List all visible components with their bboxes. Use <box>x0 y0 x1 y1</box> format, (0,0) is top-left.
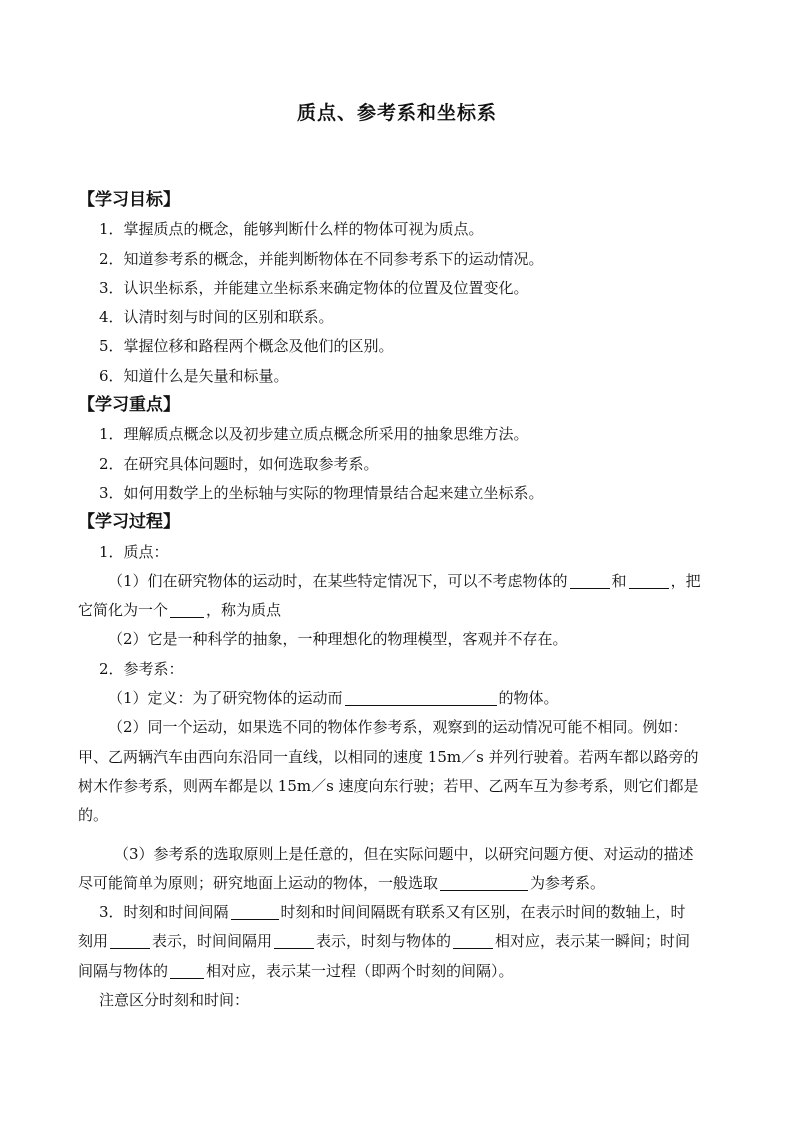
fill-blank[interactable] <box>345 688 497 706</box>
fill-blank[interactable] <box>274 931 314 949</box>
objective-item: 5．掌握位移和路程两个概念及他们的区别。 <box>99 337 394 356</box>
objective-item: 1．掌握质点的概念，能够判断什么样的物体可视为质点。 <box>99 220 484 239</box>
fill-blank[interactable] <box>170 600 204 618</box>
text-run: 为参考系。 <box>530 873 606 892</box>
section-title-reference-frame: 2．参考系： <box>99 659 184 678</box>
document-title: 质点、参考系和坐标系 <box>296 102 497 124</box>
reference-paragraph-2-line-3: 树木作参考系，则两车都是以 15m／s 速度向东行驶；若甲、乙两车互为参考系，则它们都是 <box>78 776 699 795</box>
fill-blank[interactable] <box>570 571 610 589</box>
objectives-heading: 【学习目标】 <box>78 190 180 210</box>
text-run: 尽可能简单为原则；研究地面上运动的物体，一般选取 <box>78 873 439 892</box>
text-run: 表示，时刻与物体的 <box>316 932 452 951</box>
time-note: 注意区分时刻和时间： <box>99 991 250 1010</box>
text-run: （1）定义：为了研究物体的运动而 <box>108 689 343 708</box>
fill-blank[interactable] <box>231 902 279 920</box>
fill-blank[interactable] <box>440 873 528 891</box>
time-section-line-3 <box>78 957 724 986</box>
reference-paragraph-2-line-1: （2）同一个运动，如果选不同的物体作参考系，观察到的运动情况可能不相同。例如： <box>108 718 688 737</box>
key-point-item: 2．在研究具体问题时，如何选取参考系。 <box>99 454 379 473</box>
text-run: 相对应，表示某一瞬间；时间 <box>495 932 691 951</box>
reference-paragraph-3-line-2 <box>78 869 724 898</box>
text-run: 时刻和时间间隔既有联系又有区别，在表示时间的数轴上，时 <box>280 903 686 922</box>
fill-blank[interactable] <box>629 571 669 589</box>
time-section-line-1 <box>78 898 724 927</box>
text-run: （1）们在研究物体的运动时，在某些特定情况下，可以不考虑物体的 <box>108 571 568 590</box>
reference-paragraph-3-line-1: （3）参考系的选取原则上是任意的，但在实际问题中，以研究问题方便、对运动的描述 <box>114 844 694 863</box>
time-section-line-2 <box>78 927 724 956</box>
fill-blank[interactable] <box>110 931 150 949</box>
text-run: 的物体。 <box>498 689 559 708</box>
text-run: 相对应，表示某一过程（即两个时刻的间隔）。 <box>206 961 514 980</box>
reference-paragraph-2-line-2: 甲、乙两辆汽车由西向东沿同一直线，以相同的速度 15m／s 并列行驶着。若两车都以路旁的 <box>78 747 699 766</box>
reference-definition <box>78 684 724 713</box>
reference-paragraph-2-line-4: 的。 <box>78 806 109 825</box>
document-content <box>78 186 724 1015</box>
section-title-particle: 1．质点： <box>99 542 169 561</box>
text-run: ，把 <box>670 571 701 590</box>
key-point-item: 1．理解质点概念以及初步建立质点概念所采用的抽象思维方法。 <box>99 425 529 444</box>
fill-blank[interactable] <box>453 931 493 949</box>
objective-item: 4．认清时刻与时间的区别和联系。 <box>99 308 334 327</box>
objective-item: 3．认识坐标系，并能建立坐标系来确定物体的位置及位置变化。 <box>99 278 529 297</box>
text-run: 它简化为一个 <box>78 601 169 620</box>
particle-paragraph-1-line-2 <box>78 596 724 625</box>
text-run: 和 <box>611 571 627 590</box>
text-run: 表示，时间间隔用 <box>152 932 273 951</box>
key-points-heading: 【学习重点】 <box>78 395 180 416</box>
objective-item: 6．知道什么是矢量和标量。 <box>99 366 289 385</box>
particle-paragraph-2: （2）它是一种科学的抽象，一种理想化的物理模型，客观并不存在。 <box>108 630 568 649</box>
text-run: 刻用 <box>78 932 109 951</box>
fill-blank[interactable] <box>170 961 204 979</box>
particle-paragraph-1-line-1 <box>78 567 724 596</box>
text-run: 3．时刻和时间间隔 <box>99 903 229 922</box>
objective-item: 2．知道参考系的概念，并能判断物体在不同参考系下的运动情况。 <box>99 249 544 268</box>
text-run: ，称为质点 <box>206 601 282 620</box>
process-heading: 【学习过程】 <box>78 512 180 533</box>
key-point-item: 3．如何用数学上的坐标轴与实际的物理情景结合起来建立坐标系。 <box>99 483 544 502</box>
text-run: 间隔与物体的 <box>78 961 169 980</box>
